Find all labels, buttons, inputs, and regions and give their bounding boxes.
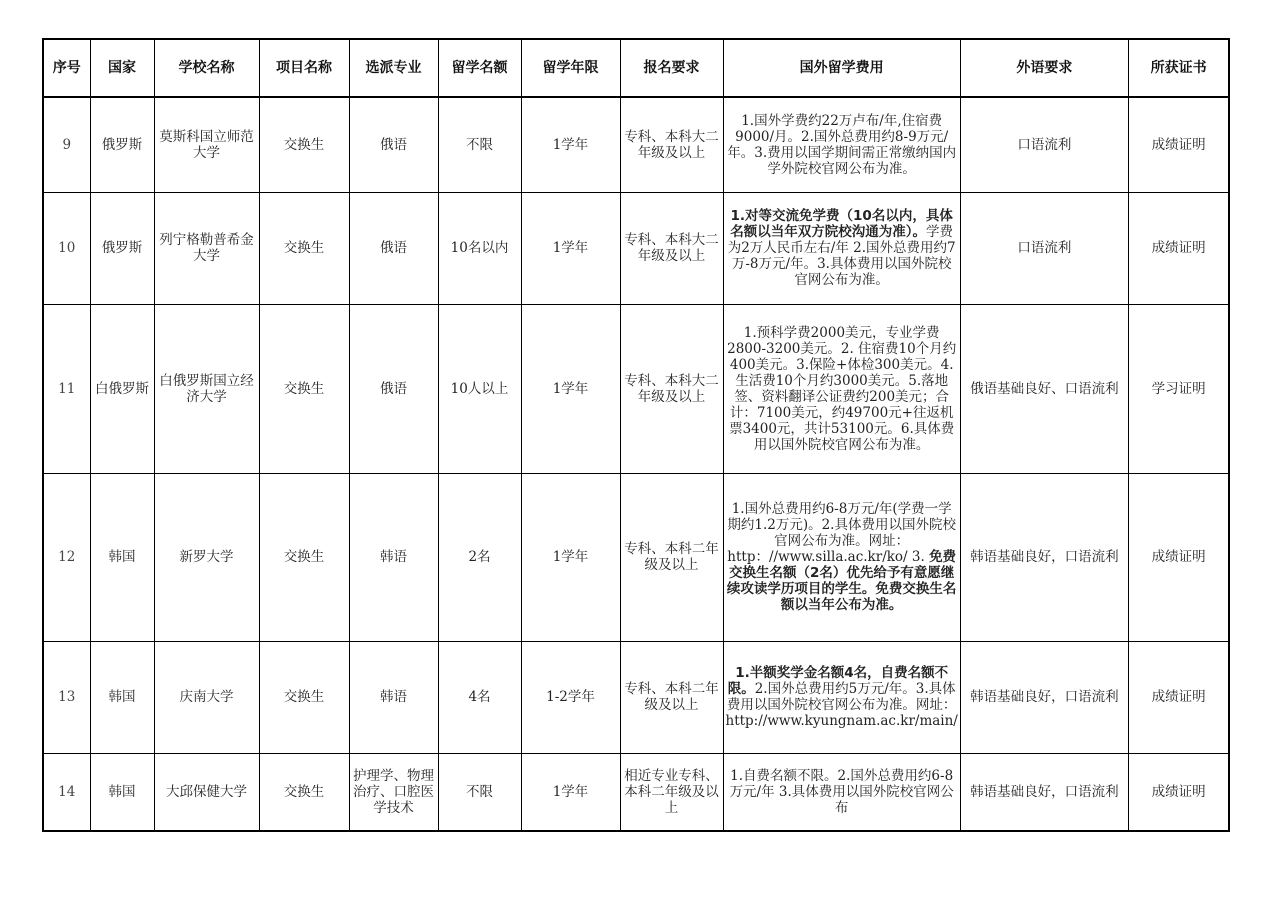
cell-major: 韩语	[349, 641, 438, 753]
cell-language: 韩语基础良好，口语流利	[960, 473, 1128, 641]
cell-fee	[723, 473, 960, 641]
cell-requirement: 专科、本科大二年级及以上	[620, 97, 723, 192]
cell-no: 13	[43, 641, 90, 753]
cell-school: 庆南大学	[154, 641, 259, 753]
fee-text: 2.国外总费用约5万元/年。3.具体费用以国外院校官网公布为准。网址：http://www.kyungnam.ac.kr/main/	[725, 681, 958, 729]
col-quota-header: 留学名额	[438, 39, 521, 97]
cell-program: 交换生	[259, 304, 349, 473]
cell-requirement: 专科、本科大二年级及以上	[620, 304, 723, 473]
cell-quota: 10名以内	[438, 192, 521, 304]
cell-program: 交换生	[259, 192, 349, 304]
cell-fee	[723, 753, 960, 831]
cell-duration: 1学年	[521, 192, 620, 304]
cell-fee	[723, 192, 960, 304]
cell-no: 12	[43, 473, 90, 641]
cell-quota: 不限	[438, 753, 521, 831]
cell-school: 列宁格勒普希金大学	[154, 192, 259, 304]
col-country-header: 国家	[90, 39, 154, 97]
cell-program: 交换生	[259, 641, 349, 753]
fee-text: 学费为2万人民币左右/年 2.国外总费用约7万-8万元/年。3.具体费用以国外院校官网公布为准。	[727, 224, 956, 288]
cell-duration: 1学年	[521, 304, 620, 473]
cell-duration: 1学年	[521, 473, 620, 641]
cell-requirement: 专科、本科二年级及以上	[620, 473, 723, 641]
cell-language: 韩语基础良好，口语流利	[960, 753, 1128, 831]
fee-text: 免费交换生名额（2名）优先给予有意愿继续攻读学历项目的学生。免费交换生名额以当年公布为准。	[726, 549, 957, 613]
cell-country: 韩国	[90, 473, 154, 641]
cell-country: 韩国	[90, 753, 154, 831]
cell-language: 韩语基础良好，口语流利	[960, 641, 1128, 753]
cell-requirement: 专科、本科大二年级及以上	[620, 192, 723, 304]
cell-program: 交换生	[259, 753, 349, 831]
cell-school: 新罗大学	[154, 473, 259, 641]
cell-certificate: 成绩证明	[1128, 641, 1229, 753]
cell-major: 韩语	[349, 473, 438, 641]
cell-no: 11	[43, 304, 90, 473]
cell-school: 白俄罗斯国立经济大学	[154, 304, 259, 473]
table-row	[43, 753, 1229, 831]
cell-school: 莫斯科国立师范大学	[154, 97, 259, 192]
cell-duration: 1学年	[521, 753, 620, 831]
cell-quota: 10人以上	[438, 304, 521, 473]
cell-quota: 不限	[438, 97, 521, 192]
col-requirement-header: 报名要求	[620, 39, 723, 97]
table-row	[43, 97, 1229, 192]
cell-no: 10	[43, 192, 90, 304]
cell-fee	[723, 97, 960, 192]
cell-country: 俄罗斯	[90, 192, 154, 304]
fee-text: 1.预科学费2000美元，专业学费2800-3200美元。2. 住宿费10个月约400美元。3.保险+体检300美元。4.生活费10个月约3000美元。5.落地签、资料翻译公证费约200美元；合计：7100美元，约49700元+往返机票3400元，共计53100元。6.具体费用以国外院校官网公布为准。	[727, 324, 957, 453]
cell-certificate: 成绩证明	[1128, 97, 1229, 192]
col-program-header: 项目名称	[259, 39, 349, 97]
cell-program: 交换生	[259, 97, 349, 192]
cell-school: 大邱保健大学	[154, 753, 259, 831]
fee-text: 1.自费名额不限。2.国外总费用约6-8万元/年 3.具体费用以国外院校官网公布	[729, 767, 954, 816]
cell-certificate: 学习证明	[1128, 304, 1229, 473]
fee-text: 1.国外学费约22万卢布/年,住宿费9000/月。2.国外总费用约8-9万元/年。3.费用以国学期间需正常缴纳国内学外院校官网公布为准。	[727, 112, 957, 177]
table-row	[43, 641, 1229, 753]
col-fee-header: 国外留学费用	[723, 39, 960, 97]
cell-country: 白俄罗斯	[90, 304, 154, 473]
cell-fee	[723, 641, 960, 753]
cell-duration: 1-2学年	[521, 641, 620, 753]
cell-language: 俄语基础良好、口语流利	[960, 304, 1128, 473]
cell-certificate: 成绩证明	[1128, 473, 1229, 641]
fee-text: 1.半额奖学金名额4名，自费名额不限。	[727, 665, 949, 697]
cell-certificate: 成绩证明	[1128, 753, 1229, 831]
cell-country: 俄罗斯	[90, 97, 154, 192]
fee-text: 1.国外总费用约6-8万元/年(学费一学期约1.2万元)。2.具体费用以国外院校官网公布为准。网址：http：//www.silla.ac.kr/ko/ 3.	[727, 501, 956, 565]
cell-major: 俄语	[349, 97, 438, 192]
table-row	[43, 192, 1229, 304]
table-row	[43, 473, 1229, 641]
cell-program: 交换生	[259, 473, 349, 641]
col-language-header: 外语要求	[960, 39, 1128, 97]
header-row	[43, 39, 1229, 97]
cell-major: 俄语	[349, 192, 438, 304]
fee-text: 1.对等交流免学费（10名以内，具体名额以当年双方院校沟通为准）。	[730, 208, 953, 240]
col-no-header: 序号	[43, 39, 90, 97]
col-major-header: 选派专业	[349, 39, 438, 97]
cell-country: 韩国	[90, 641, 154, 753]
cell-requirement: 专科、本科二年级及以上	[620, 641, 723, 753]
cell-no: 9	[43, 97, 90, 192]
cell-requirement: 相近专业专科、本科二年级及以上	[620, 753, 723, 831]
cell-certificate: 成绩证明	[1128, 192, 1229, 304]
cell-no: 14	[43, 753, 90, 831]
cell-quota: 4名	[438, 641, 521, 753]
cell-duration: 1学年	[521, 97, 620, 192]
table-row	[43, 304, 1229, 473]
cell-language: 口语流利	[960, 192, 1128, 304]
study-abroad-table	[42, 38, 1230, 832]
col-school-header: 学校名称	[154, 39, 259, 97]
cell-fee	[723, 304, 960, 473]
cell-quota: 2名	[438, 473, 521, 641]
cell-major: 俄语	[349, 304, 438, 473]
cell-language: 口语流利	[960, 97, 1128, 192]
cell-major: 护理学、物理治疗、口腔医学技术	[349, 753, 438, 831]
col-certificate-header: 所获证书	[1128, 39, 1229, 97]
col-duration-header: 留学年限	[521, 39, 620, 97]
